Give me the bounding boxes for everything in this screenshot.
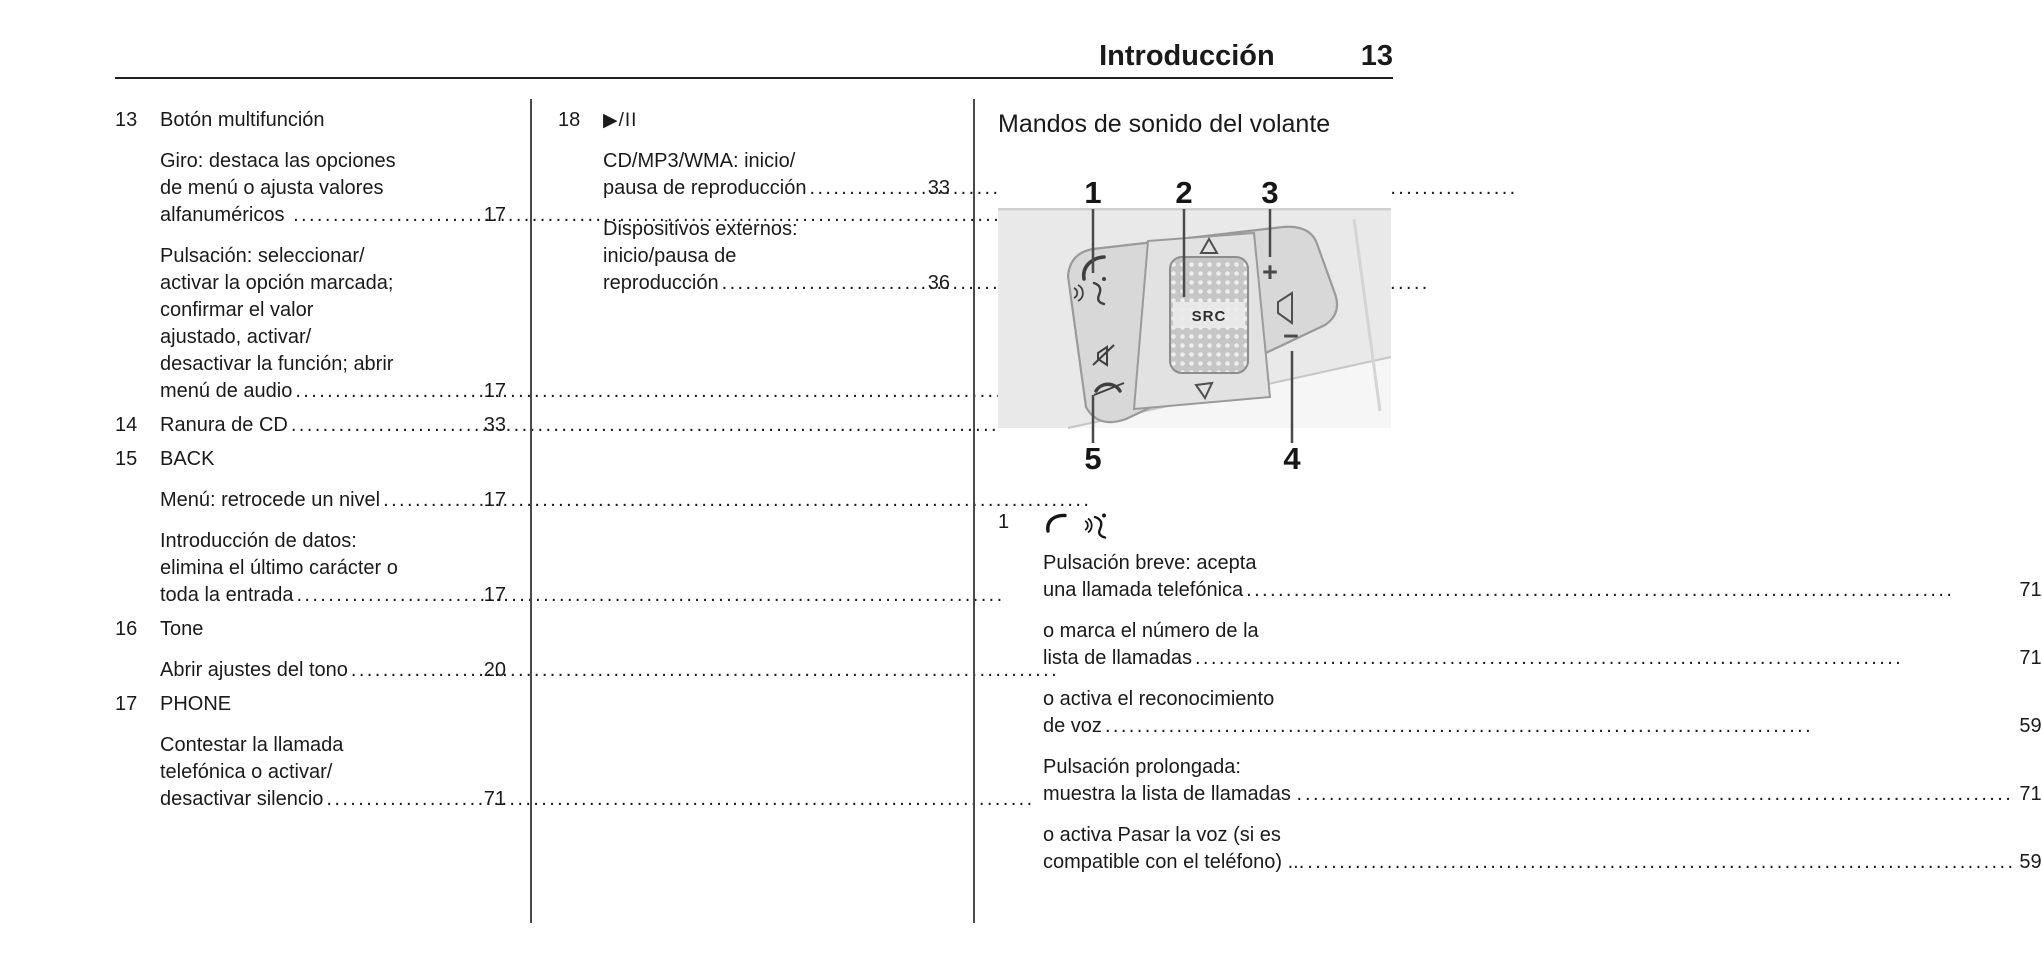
dot-leader <box>1307 849 2015 876</box>
toc-entry-line: Contestar la llamada <box>160 734 344 756</box>
steering-wheel-controls-figure <box>998 161 1391 479</box>
toc-entry-line: Pulsación: seleccionar/ <box>160 245 365 267</box>
toc-entry-line: Dispositivos externos: <box>603 218 798 240</box>
toc-item <box>115 412 506 439</box>
toc-leader-line <box>1043 577 2042 604</box>
callout-4: 4 <box>1283 441 1301 476</box>
toc-entry-text: compatible con el teléfono) ... <box>1043 851 1305 873</box>
toc-entry <box>160 148 506 229</box>
toc-leader-line <box>1043 713 2042 740</box>
toc-item-title: BACK <box>160 448 215 470</box>
callout-3: 3 <box>1261 175 1279 210</box>
toc-entry-line: Introducción de datos: <box>160 530 357 552</box>
toc-item-number: 15 <box>115 448 138 470</box>
page-reference: 59 <box>2019 851 2042 873</box>
dot-leader <box>351 657 480 684</box>
page-number: 13 <box>1360 40 1393 72</box>
dot-leader <box>1195 645 2015 672</box>
toc-item-body <box>160 446 506 609</box>
toc-entry <box>1043 754 2042 808</box>
toc-entry-text: reproducción <box>603 272 719 294</box>
toc-entry <box>1043 686 2042 740</box>
toc-leader-line <box>160 786 506 813</box>
dot-leader <box>722 270 924 297</box>
toc-item-body <box>160 616 506 684</box>
sound-controls-index <box>998 509 2042 876</box>
toc-entry <box>160 657 506 684</box>
toc-entry-text: lista de llamadas <box>1043 647 1192 669</box>
toc-entry-text: pausa de reproducción <box>603 177 807 199</box>
toc-entry-line: Giro: destaca las opciones <box>160 150 396 172</box>
dot-leader <box>1305 781 2015 808</box>
callout-5: 5 <box>1084 441 1102 476</box>
toc-leader-line <box>603 270 950 297</box>
toc-entry-text: desactivar silencio <box>160 788 324 810</box>
toc-entry-text: Menú: retrocede un nivel <box>160 489 381 511</box>
toc-item-body <box>160 107 506 405</box>
toc-column-2 <box>532 99 973 929</box>
dot-leader <box>296 582 479 609</box>
section-title: Introducción <box>1099 40 1275 72</box>
page-reference: 59 <box>2019 715 2042 737</box>
toc-entry-line: CD/MP3/WMA: inicio/ <box>603 150 796 172</box>
dot-leader <box>293 202 480 229</box>
steering-wheel-controls-illustration <box>998 161 1391 476</box>
toc-item-number: 18 <box>558 109 581 131</box>
toc-item-body <box>160 412 506 439</box>
dot-leader <box>295 378 479 405</box>
header-rule <box>115 77 1393 79</box>
toc-entry <box>160 243 506 405</box>
toc-item <box>115 107 506 405</box>
toc-entry-text: Abrir ajustes del tono <box>160 659 348 681</box>
toc-item-title: PHONE <box>160 693 232 715</box>
toc-entry <box>160 487 506 514</box>
toc-entry <box>1043 550 2042 604</box>
toc-column-1 <box>115 99 530 929</box>
toc-leader-line <box>160 582 506 609</box>
toc-item-number: 1 <box>998 511 1010 533</box>
page-reference: 17 <box>483 204 506 226</box>
toc-leader-line <box>160 657 506 684</box>
toc-item-body <box>1043 509 2042 876</box>
toc-entry-text: toda la entrada <box>160 584 294 606</box>
page-reference: 33 <box>927 177 950 199</box>
toc-item-title: Botón multifunción <box>160 109 325 131</box>
toc-entry-text: de voz <box>1043 715 1102 737</box>
toc-leader-line <box>160 487 506 514</box>
toc-entry-text: Ranura de CD <box>160 414 288 436</box>
toc-leader-line <box>1043 781 2042 808</box>
toc-entry <box>1043 822 2042 876</box>
toc-entry-line: inicio/pausa de <box>603 245 737 267</box>
toc-item <box>558 107 950 297</box>
toc-item <box>115 691 506 813</box>
toc-item-body <box>160 691 506 813</box>
toc-item-number: 13 <box>115 109 138 131</box>
toc-item-number: 16 <box>115 618 138 640</box>
section-heading: Mandos de sonido del volante <box>998 110 1331 138</box>
toc-entry-line: Pulsación prolongada: <box>1043 756 1241 778</box>
page-header <box>115 0 1393 72</box>
page-reference: 36 <box>927 272 950 294</box>
page-reference: 17 <box>483 380 506 402</box>
page-reference: 71 <box>483 788 506 810</box>
page-content <box>115 99 2042 929</box>
toc-leader-line <box>160 412 506 439</box>
toc-leader-line <box>160 378 506 405</box>
toc-leader-line <box>1043 645 2042 672</box>
toc-leader-line <box>1043 849 2042 876</box>
toc-entry-line: activar la opción marcada; <box>160 272 394 294</box>
phone-handset-icon <box>1043 512 1071 534</box>
toc-entry-line: o activa el reconocimiento <box>1043 688 1275 710</box>
toc-item <box>998 509 2042 876</box>
toc-item-title: Tone <box>160 618 204 640</box>
toc-entry <box>603 148 950 202</box>
toc-entry-text: menú de audio <box>160 380 293 402</box>
toc-item <box>115 446 506 609</box>
page-reference: 33 <box>483 414 506 436</box>
toc-entry-text: muestra la lista de llamadas . <box>1043 783 1303 805</box>
dot-leader <box>326 786 479 813</box>
sound-controls-column <box>975 99 2042 929</box>
dot-leader <box>291 412 480 439</box>
page-reference: 20 <box>483 659 506 681</box>
callout-1: 1 <box>1084 175 1102 210</box>
voice-recognition-icon <box>1083 511 1107 535</box>
toc-leader-line <box>160 202 506 229</box>
toc-item-number: 14 <box>115 414 138 436</box>
toc-item-body <box>603 107 950 297</box>
toc-entry-line: Pulsación breve: acepta <box>1043 552 1257 574</box>
toc-entry-text: alfanuméricos <box>160 204 291 226</box>
toc-entry <box>160 732 506 813</box>
dot-leader <box>1246 577 2015 604</box>
dot-leader <box>1105 713 2015 740</box>
toc-entry-line: ajustado, activar/ <box>160 326 312 348</box>
page-reference: 17 <box>483 489 506 511</box>
dot-leader <box>383 487 480 514</box>
src-label: SRC <box>1191 308 1227 325</box>
dot-leader <box>809 175 923 202</box>
play-pause-icon: ▶/II <box>603 110 638 131</box>
page-reference: 71 <box>2019 783 2042 805</box>
volume-down-icon: − <box>1283 321 1299 351</box>
item-icon-row <box>1043 509 2042 536</box>
toc-item-number: 17 <box>115 693 138 715</box>
toc-entry-line: confirmar el valor <box>160 299 314 321</box>
toc-entry-text: una llamada telefónica <box>1043 579 1244 601</box>
toc-entry-line: elimina el último carácter o <box>160 557 398 579</box>
toc-entry <box>603 216 950 297</box>
toc-item <box>115 616 506 684</box>
page-reference: 17 <box>483 584 506 606</box>
toc-entry <box>1043 618 2042 672</box>
toc-leader-line <box>603 175 950 202</box>
page-reference: 71 <box>2019 579 2042 601</box>
toc-entry-line: o activa Pasar la voz (si es <box>1043 824 1281 846</box>
toc-entry-line: desactivar la función; abrir <box>160 353 394 375</box>
toc-entry-line: de menú o ajusta valores <box>160 177 384 199</box>
toc-entry-line: o marca el número de la <box>1043 620 1259 642</box>
toc-entry <box>160 528 506 609</box>
volume-up-icon: + <box>1262 257 1278 287</box>
page-reference: 71 <box>2019 647 2042 669</box>
callout-2: 2 <box>1175 175 1193 210</box>
toc-entry-line: telefónica o activar/ <box>160 761 333 783</box>
